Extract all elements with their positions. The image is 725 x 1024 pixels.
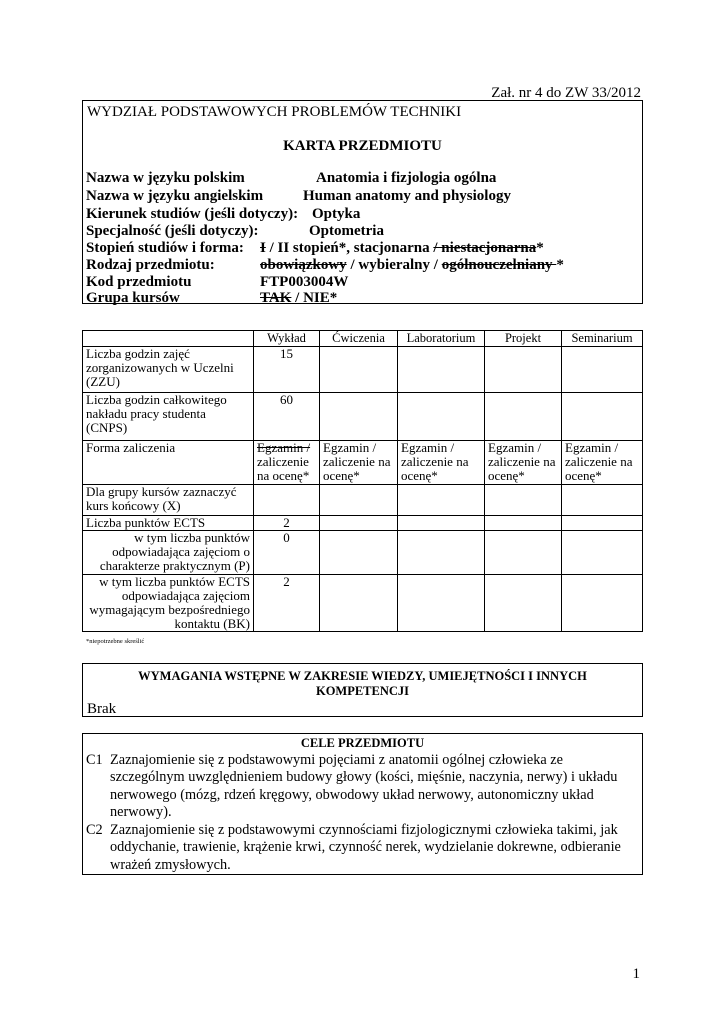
field-label: Kod przedmiotu bbox=[86, 274, 192, 290]
field-value: Human anatomy and physiology bbox=[303, 188, 511, 204]
cell-empty bbox=[485, 485, 562, 516]
page-number: 1 bbox=[632, 966, 640, 982]
goal-text: Zaznajomienie się z podstawowymi czynnościami fizjologicznymi człowieka takimi, jak oddychanie, trawienie, krążenie krwi, czynność nerek, wydzielanie dokrewne, odbieranie wrażeń zmysłowych. bbox=[110, 822, 621, 873]
cell-empty bbox=[562, 393, 643, 441]
cell-value: 2 bbox=[254, 575, 320, 632]
prerequisites-body: Brak bbox=[87, 701, 117, 717]
column-header-exercises: Ćwiczenia bbox=[320, 331, 398, 347]
column-header-project: Projekt bbox=[485, 331, 562, 347]
struck-option: I bbox=[260, 240, 266, 256]
option-text: / NIE* bbox=[291, 290, 338, 306]
field-value: Optyka bbox=[312, 206, 361, 222]
row-label: Dla grupy kursów zaznaczyć kurs końcowy (X) bbox=[83, 485, 254, 516]
field-value: Optometria bbox=[309, 223, 384, 239]
prerequisites-title: WYMAGANIA WSTĘPNE W ZAKRESIE WIEDZY, UMIEJĘTNOŚCI I INNYCH KOMPETENCJI bbox=[138, 669, 587, 698]
field-label: Kierunek studiów (jeśli dotyczy): bbox=[86, 206, 299, 222]
field-value bbox=[260, 240, 544, 257]
goal-c2 bbox=[86, 822, 636, 874]
cell-empty bbox=[485, 347, 562, 393]
column-header-laboratory: Laboratorium bbox=[398, 331, 485, 347]
row-label: w tym liczba punktów odpowiadająca zajęciom o charakterze praktycznym (P) bbox=[83, 531, 254, 575]
cell-assessment: Egzamin / zaliczenie na ocenę* bbox=[320, 441, 398, 485]
row-label: Liczba punktów ECTS bbox=[83, 516, 254, 531]
cell-empty bbox=[398, 393, 485, 441]
cell-empty bbox=[398, 516, 485, 531]
cell-assessment: Egzamin / zaliczenie na ocenę* bbox=[562, 441, 643, 485]
cell-empty bbox=[398, 347, 485, 393]
table-header-row bbox=[83, 331, 643, 347]
cell-empty bbox=[320, 575, 398, 632]
option-text: zaliczenie na ocenę* bbox=[257, 454, 310, 483]
table-row-zzu bbox=[83, 347, 643, 393]
field-label: Nazwa w języku angielskim bbox=[86, 188, 264, 204]
table-row-cnps bbox=[83, 393, 643, 441]
option-text: / wybieralny / bbox=[346, 257, 442, 273]
option-text: / II stopień*, stacjonarna bbox=[265, 240, 434, 256]
struck-option: Egzamin / bbox=[257, 440, 311, 455]
field-label: Specjalność (jeśli dotyczy): bbox=[86, 223, 259, 239]
cell-empty bbox=[254, 485, 320, 516]
cell-empty bbox=[562, 575, 643, 632]
cell-empty bbox=[562, 347, 643, 393]
column-header-seminar: Seminarium bbox=[562, 331, 643, 347]
goal-code: C2 bbox=[86, 822, 103, 838]
attachment-reference: Zał. nr 4 do ZW 33/2012 bbox=[491, 85, 641, 101]
cell-assessment: Egzamin / zaliczenie na ocenę* bbox=[485, 441, 562, 485]
course-header-box bbox=[82, 100, 643, 304]
cell-empty bbox=[485, 575, 562, 632]
field-label: Rodzaj przedmiotu: bbox=[86, 257, 215, 273]
option-text: * bbox=[536, 240, 544, 256]
field-value bbox=[260, 290, 337, 307]
cell-value: 60 bbox=[254, 393, 320, 441]
cell-value: 15 bbox=[254, 347, 320, 393]
field-label: Grupa kursów bbox=[86, 290, 180, 306]
row-label: Forma zaliczenia bbox=[83, 441, 254, 485]
field-label: Nazwa w języku polskim bbox=[86, 170, 245, 186]
table-row-ects bbox=[83, 516, 643, 531]
struck-option: TAK bbox=[260, 290, 292, 306]
goal-code: C1 bbox=[86, 752, 103, 768]
goal-c1 bbox=[86, 752, 636, 822]
table-row-direct-contact bbox=[83, 575, 643, 632]
row-label: Liczba godzin całkowitego nakładu pracy studenta (CNPS) bbox=[83, 393, 254, 441]
field-value: Anatomia i fizjologia ogólna bbox=[316, 170, 497, 186]
cell-empty bbox=[320, 531, 398, 575]
course-goals-box bbox=[82, 733, 643, 875]
cell-empty bbox=[320, 516, 398, 531]
cell-empty bbox=[562, 485, 643, 516]
struck-option: / niestacjonarna bbox=[433, 240, 537, 256]
table-row-final-course bbox=[83, 485, 643, 516]
cell-assessment: Egzamin / zaliczenie na ocenę* bbox=[398, 441, 485, 485]
cell-empty bbox=[485, 393, 562, 441]
table-row-practical bbox=[83, 531, 643, 575]
cell-empty bbox=[562, 516, 643, 531]
row-label: w tym liczba punktów ECTS odpowiadająca zajęciom wymagającym bezpośredniego kontaktu (BK) bbox=[83, 575, 254, 632]
row-label: Liczba godzin zajęć zorganizowanych w Uczelni (ZZU) bbox=[83, 347, 254, 393]
cell-empty bbox=[320, 485, 398, 516]
cell-empty bbox=[398, 485, 485, 516]
cell-value: 0 bbox=[254, 531, 320, 575]
cell-empty bbox=[398, 575, 485, 632]
cell-empty bbox=[485, 516, 562, 531]
table-corner-cell bbox=[83, 331, 254, 347]
option-text: * bbox=[556, 257, 564, 273]
cell-empty bbox=[320, 347, 398, 393]
cell-empty bbox=[320, 393, 398, 441]
field-value bbox=[260, 257, 564, 274]
prerequisites-box bbox=[82, 663, 643, 717]
cell-empty bbox=[485, 531, 562, 575]
column-header-lecture: Wykład bbox=[254, 331, 320, 347]
struck-option: ogólnouczelniany bbox=[441, 257, 557, 273]
field-label: Stopień studiów i forma: bbox=[86, 240, 244, 256]
goal-text: Zaznajomienie się z podstawowymi pojęciami z anatomii ogólnej człowieka ze szczególnym uwzględnieniem budowy głowy (kości, mięśnie, naczynia, nerwy) i układu nerwowego (mózg, rdzeń kręgowy, obwodowy układ nerwowy, autonomiczny układ nerwowy). bbox=[110, 752, 618, 821]
goals-title: CELE PRZEDMIOTU bbox=[300, 736, 425, 750]
cell-empty bbox=[398, 531, 485, 575]
faculty-name: WYDZIAŁ PODSTAWOWYCH PROBLEMÓW TECHNIKI bbox=[87, 104, 462, 120]
cell-assessment-lecture bbox=[254, 441, 320, 485]
hours-table bbox=[82, 330, 643, 632]
struck-option: obowiązkowy bbox=[260, 257, 347, 273]
card-title: KARTA PRZEDMIOTU bbox=[283, 138, 442, 154]
cell-value: 2 bbox=[254, 516, 320, 531]
table-row-assessment bbox=[83, 441, 643, 485]
field-value: FTP003004W bbox=[260, 274, 349, 290]
footnote: *niepotrzebne skreślić bbox=[86, 638, 145, 645]
cell-empty bbox=[562, 531, 643, 575]
